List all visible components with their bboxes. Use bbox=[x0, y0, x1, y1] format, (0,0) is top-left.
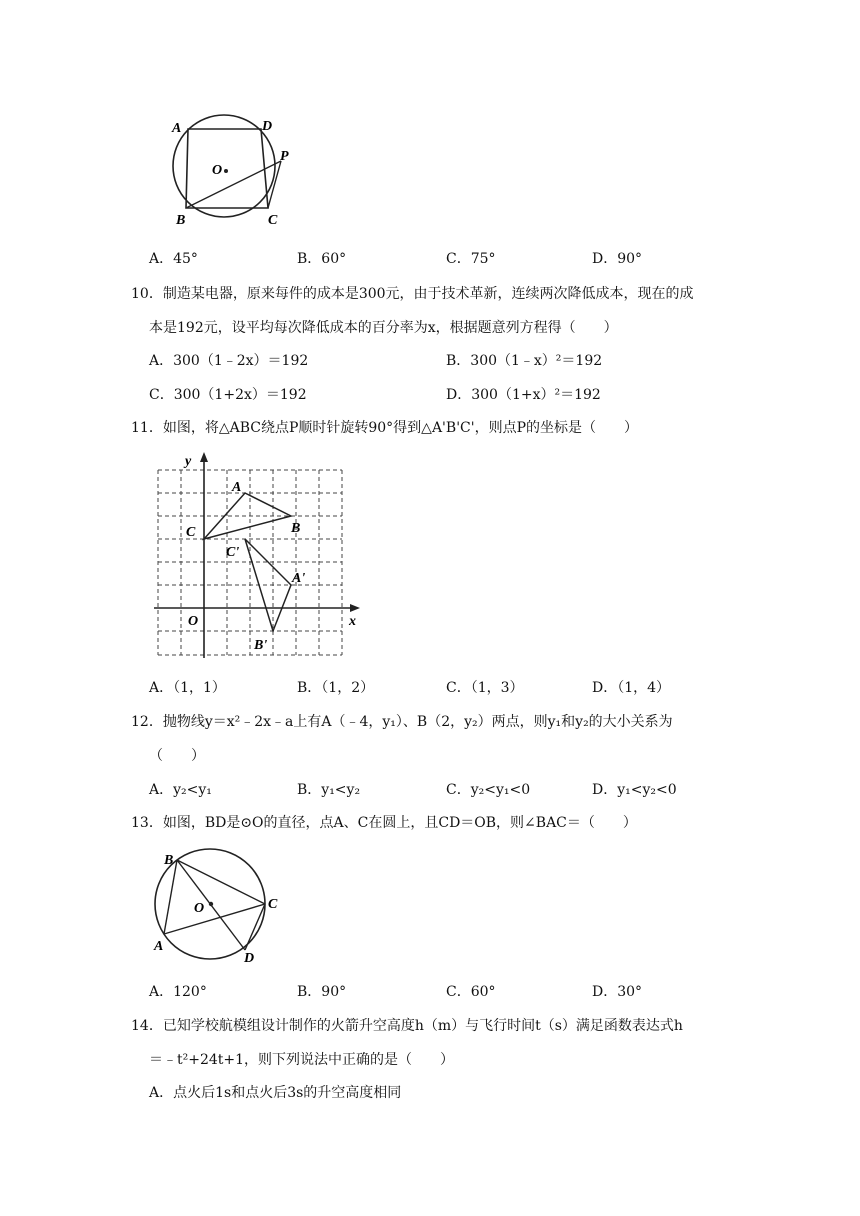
q14-stem-line1: 14．已知学校航模组设计制作的火箭升空高度h（m）与飞行时间t（s）满足函数表达式h bbox=[131, 1018, 683, 1034]
q13-option-c: C．60° bbox=[446, 984, 496, 1000]
grid-rotation-figure bbox=[150, 450, 365, 665]
q10-option-d: D．300（1+x）²＝192 bbox=[446, 387, 601, 403]
q10-option-c: C．300（1+2x）＝192 bbox=[149, 387, 307, 403]
fig11-label-b: B bbox=[291, 521, 301, 536]
q10-stem-line1: 10．制造某电器，原来每件的成本是300元，由于技术革新，连续两次降低成本，现在的成 bbox=[131, 286, 694, 302]
fig13-label-d: D bbox=[244, 951, 255, 966]
q13-option-b: B．90° bbox=[297, 984, 347, 1000]
fig13-label-a: A bbox=[154, 939, 164, 954]
fig9-label-p: P bbox=[280, 149, 289, 164]
fig11-axis-x: x bbox=[349, 614, 356, 629]
q13-stem: 13．如图，BD是⊙O的直径，点A、C在圆上，且CD＝OB，则∠BAC＝（ ） bbox=[131, 815, 637, 831]
q9-option-a: A．45° bbox=[149, 251, 198, 267]
q12-stem-line1: 12．抛物线y＝x²﹣2x﹣a上有A（﹣4，y₁）、B（2，y₂）两点，则y₁和y₂的大小关系为 bbox=[131, 714, 673, 730]
q11-option-b: B．（1，2） bbox=[297, 680, 375, 696]
circle-square-figure bbox=[160, 112, 300, 232]
q12-option-d: D．y₁<y₂<0 bbox=[592, 782, 677, 798]
fig9-label-d: D bbox=[262, 119, 273, 134]
q14-stem-line2: ＝﹣t²+24t+1，则下列说法中正确的是（ ） bbox=[149, 1052, 455, 1068]
fig11-label-c: C bbox=[186, 525, 196, 540]
q12-stem-line2: （ ） bbox=[149, 748, 205, 764]
fig9-label-o: O bbox=[212, 163, 223, 178]
fig11-axis-y: y bbox=[185, 454, 192, 469]
q12-option-c: C．y₂<y₁<0 bbox=[446, 782, 531, 798]
q11-option-a: A．（1，1） bbox=[149, 680, 226, 696]
fig13-label-c: C bbox=[268, 897, 278, 912]
fig11-origin: O bbox=[188, 614, 199, 629]
fig13-label-o: O bbox=[194, 901, 205, 916]
fig9-label-c: C bbox=[268, 213, 278, 228]
q9-option-d: D．90° bbox=[592, 251, 643, 267]
q10-option-b: B．300（1﹣x）²＝192 bbox=[446, 353, 603, 369]
q11-option-d: D．（1，4） bbox=[592, 680, 671, 696]
fig9-label-a: A bbox=[172, 121, 182, 136]
fig11-label-a-prime: A' bbox=[292, 571, 306, 586]
q14-option-a: A．点火后1s和点火后3s的升空高度相同 bbox=[149, 1085, 402, 1101]
q9-option-b: B．60° bbox=[297, 251, 347, 267]
fig11-label-b-prime: B' bbox=[254, 638, 268, 653]
fig11-label-a: A bbox=[232, 480, 242, 495]
circle-diameter-figure bbox=[150, 846, 290, 966]
q13-option-a: A．120° bbox=[149, 984, 207, 1000]
fig9-label-b: B bbox=[176, 213, 186, 228]
q10-stem-line2: 本是192元，设平均每次降低成本的百分率为x，根据题意列方程得（ ） bbox=[149, 320, 618, 336]
fig13-label-b: B bbox=[164, 853, 174, 868]
fig11-label-c-prime: C' bbox=[226, 545, 240, 560]
q9-option-c: C．75° bbox=[446, 251, 496, 267]
q12-option-a: A．y₂<y₁ bbox=[149, 782, 212, 798]
q10-option-a: A．300（1﹣2x）＝192 bbox=[149, 353, 309, 369]
q12-option-b: B．y₁<y₂ bbox=[297, 782, 361, 798]
q11-option-c: C．（1，3） bbox=[446, 680, 524, 696]
q11-stem: 11．如图，将△ABC绕点P顺时针旋转90°得到△A'B'C'，则点P的坐标是（ ） bbox=[131, 420, 639, 436]
q13-option-d: D．30° bbox=[592, 984, 643, 1000]
